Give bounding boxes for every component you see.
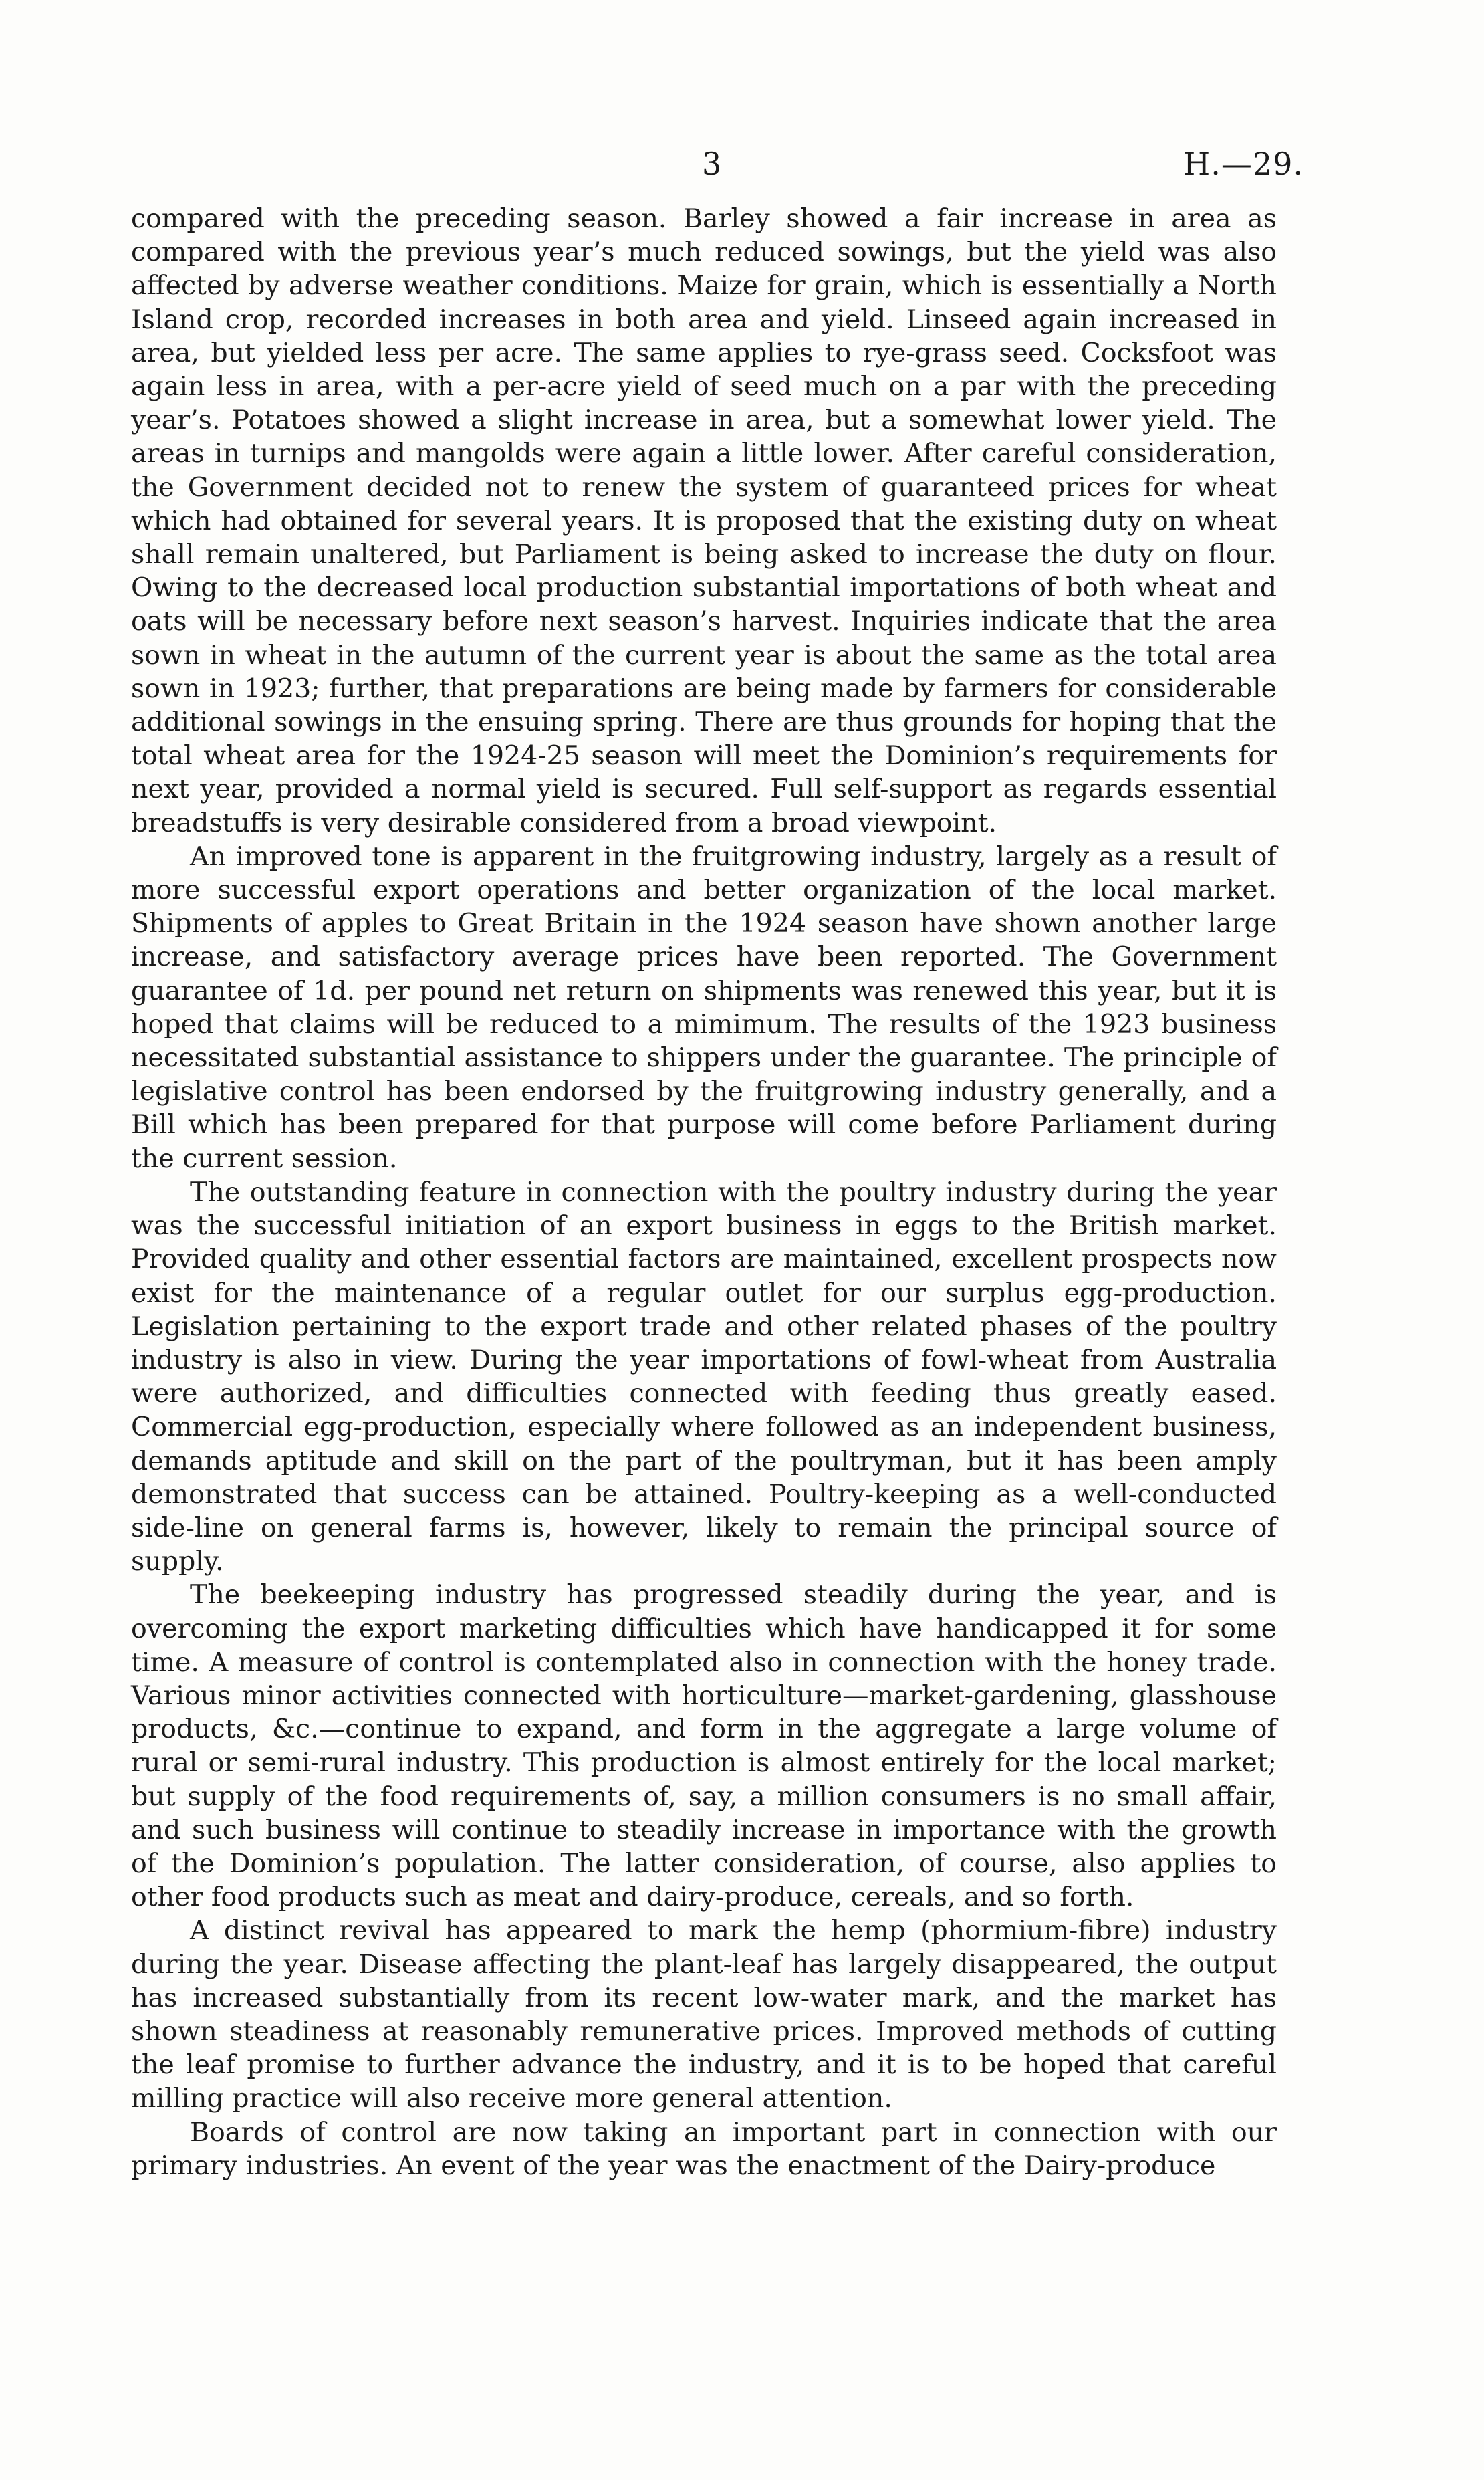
- paragraph-hemp: A distinct revival has appeared to mark the hemp (phormium-fibre) industry during the year. Disease affecting the plant-leaf has largely disappeared, the output has increased substantially from its recent low-water mark, and the market has shown steadiness at reasonably remunerative prices. Improved methods of cutting the leaf promise to further advance the industry, and it is to be hoped that careful milling practice will also receive more general attention.: [131, 1915, 1277, 2114]
- paragraph-poultry: The outstanding feature in connection with the poultry industry during the year was the successful initiation of an export business in eggs to the British market. Provided quality and other essential factors are maintained, excellent prospects now exist for the maintenance of a regular outlet for our surplus egg-production. Legislation pertaining to the export trade and other related phases of the poultry industry is also in view. During the year importations of fowl-wheat from Australia were authorized, and difficulties connected with feeding thus greatly eased. Commercial egg-production, especially where followed as an independent business, demands aptitude and skill on the part of the poultryman, but it has been amply demonstrated that success can be attained. Poultry-keeping as a well-conducted side-line on general farms is, however, likely to remain the principal source of supply.: [131, 1176, 1277, 1577]
- paragraph-cereals-crops: compared with the preceding season. Barley showed a fair increase in area as compared with the previous year’s much reduced sowings, but the yield was also affected by adverse weather conditions. Maize for grain, which is essentially a North Island crop, recorded increases in both area and yield. Linseed again increased in area, but yielded less per acre. The same applies to rye-grass seed. Cocksfoot was again less in area, with a per-acre yield of seed much on a par with the preceding year’s. Potatoes showed a slight increase in area, but a somewhat lower yield. The areas in turnips and mangolds were again a little lower. After careful consideration, the Government decided not to renew the system of guaranteed prices for wheat which had obtained for several years. It is proposed that the existing duty on wheat shall remain unaltered, but Parliament is being asked to increase the duty on flour. Owing to the decreased local production substantial importations of both wheat and oats will be necessary before next season’s harvest. Inquiries indicate that the area sown in wheat in the autumn of the current year is about the same as the total area sown in 1923; further, that preparations are being made by farmers for considerable additional sowings in the ensuing spring. There are thus grounds for hoping that the total wheat area for the 1924-25 season will meet the Dominion’s requirements for next year, provided a normal yield is secured. Full self-support as regards essential breadstuffs is very desirable considered from a broad viewpoint.: [131, 203, 1277, 838]
- page-header: [0, 140, 1484, 187]
- paragraph-fruitgrowing: An improved tone is apparent in the fruitgrowing industry, largely as a result of more successful export operations and better organization of the local market. Shipments of apples to Great Britain in the 1924 season have shown another large increase, and satisfactory average prices have been reported. The Government guarantee of 1d. per pound net return on shipments was renewed this year, but it is hoped that claims will be reduced to a mimimum. The results of the 1923 business necessitated substantial assistance to shippers under the guarantee. The principle of legislative control has been endorsed by the fruitgrowing industry generally, and a Bill which has been prepared for that purpose will come before Parliament during the current session.: [131, 840, 1277, 1174]
- paragraph-beekeeping: The beekeeping industry has progressed steadily during the year, and is overcoming the export marketing difficulties which have handicapped it for some time. A measure of control is contemplated also in connection with the honey trade. Various minor activities connected with horticulture—market-gardening, glasshouse products, &c.—continue to expand, and form in the aggregate a large volume of rural or semi-rural industry. This production is almost entirely for the local market; but supply of the food requirements of, say, a million consumers is no small affair, and such business will continue to steadily increase in importance with the growth of the Dominion’s population. The latter consideration, of course, also applies to other food products such as meat and dairy-produce, cereals, and so forth.: [131, 1579, 1277, 1913]
- page-number: 3: [702, 146, 722, 182]
- body-text: [131, 202, 1277, 2182]
- paragraph-boards-of-control: Boards of control are now taking an important part in connection with our primary industries. An event of the year was the enactment of the Dairy-produce: [131, 2116, 1277, 2181]
- document-reference: H.—29.: [1183, 146, 1304, 182]
